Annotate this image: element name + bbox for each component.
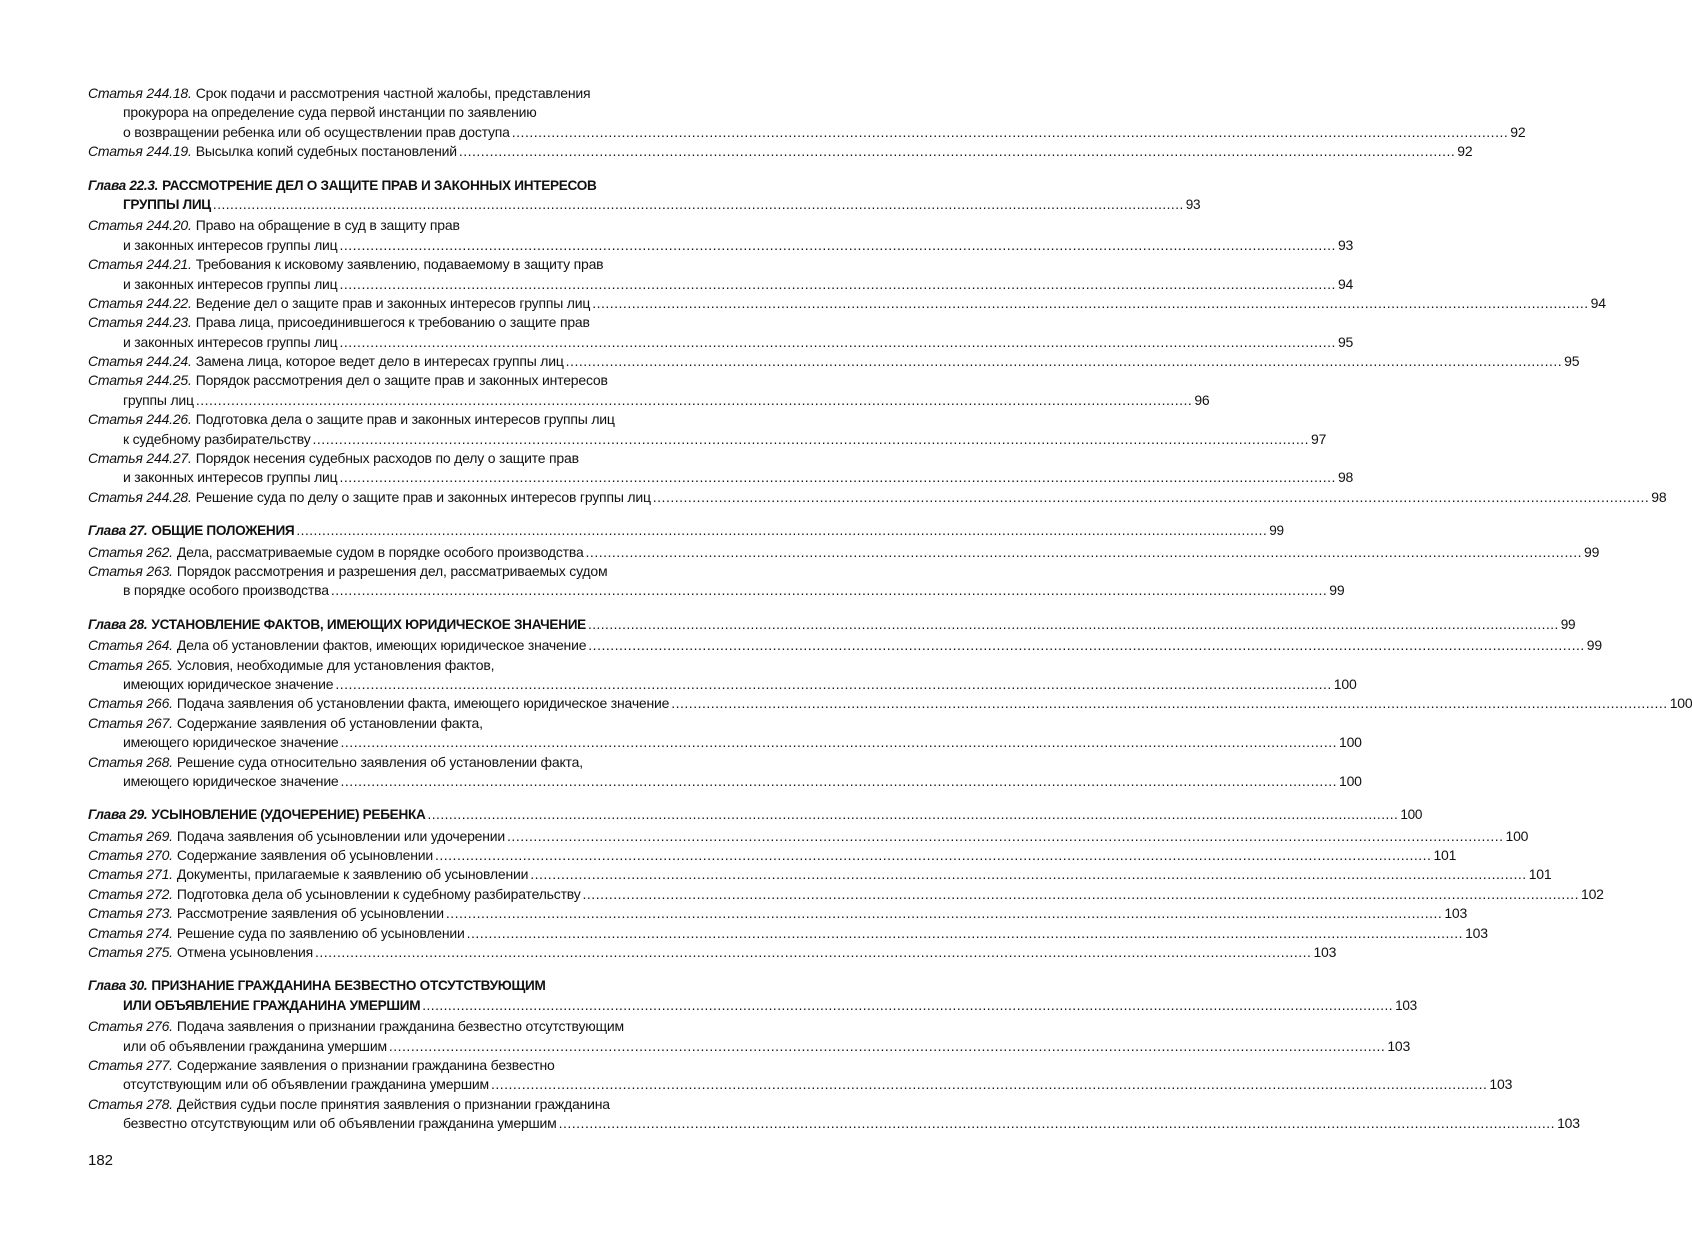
dot-leader [530, 865, 1526, 884]
page-ref: 100 [1338, 734, 1362, 751]
article-number: Статья 274. [88, 924, 173, 941]
page-ref: 103 [1444, 905, 1468, 922]
dot-leader [427, 805, 1398, 824]
article-title: Подготовка дела об усыновлении к судебному разбирательству [176, 885, 581, 902]
article-title: и законных интересов группы лиц [123, 333, 338, 350]
toc-line [88, 176, 710, 195]
toc-line [88, 694, 1692, 713]
toc-line [88, 84, 710, 103]
toc-line [88, 827, 1529, 846]
page-ref: 101 [1528, 866, 1552, 883]
toc-line [88, 753, 710, 772]
toc-entry [88, 904, 1468, 923]
article-title: отсутствующим или об объявлении гражданина умершим [123, 1076, 489, 1093]
toc-entry [88, 656, 1357, 695]
dot-leader [671, 694, 1667, 713]
page-number: 182 [88, 1152, 114, 1169]
chapter-number: Глава 22.3. [88, 177, 159, 193]
article-number: Статья 277. [88, 1056, 173, 1073]
page-ref: 99 [1584, 543, 1600, 560]
dot-leader [340, 468, 1336, 487]
toc-entry [88, 488, 1667, 507]
toc-entry [88, 885, 1604, 904]
article-number: Статья 244.28. [88, 488, 192, 505]
toc-entry [88, 943, 1337, 962]
article-number: Статья 267. [88, 714, 173, 731]
article-title: Подача заявления о признании гражданина безвестно отсутствующим [176, 1018, 624, 1035]
chapter-title: УСЫНОВЛЕНИЕ (УДОЧЕРЕНИЕ) РЕБЕНКА [151, 807, 426, 823]
chapter-number: Глава 28. [88, 616, 148, 632]
dot-leader [588, 615, 1559, 634]
dot-leader [435, 846, 1431, 865]
page-ref: 98 [1651, 488, 1667, 505]
article-number: Статья 264. [88, 637, 173, 654]
article-title: Решение суда по делу о защите прав и законных интересов группы лиц [195, 488, 651, 505]
toc-line [88, 865, 1552, 884]
toc-line [88, 195, 1201, 214]
article-title: Дела об установлении фактов, имеющих юридическое значение [176, 637, 587, 654]
article-number: Статья 244.22. [88, 294, 192, 311]
toc-entry [88, 352, 1580, 371]
dot-leader [559, 1114, 1555, 1133]
dot-leader [422, 996, 1393, 1015]
article-number: Статья 244.26. [88, 411, 192, 428]
toc-line [88, 733, 1362, 752]
toc-chapter [88, 976, 1417, 1015]
toc-entry [88, 313, 1354, 352]
dot-leader [315, 943, 1311, 962]
chapter-number: Глава 27. [88, 523, 148, 539]
article-number: Статья 276. [88, 1018, 173, 1035]
toc-line [88, 488, 1667, 507]
page-ref: 92 [1510, 123, 1526, 140]
article-title: Срок подачи и рассмотрения частной жалобы, представления [195, 85, 591, 101]
toc-entry [88, 827, 1529, 846]
article-title: Действия судьи после принятия заявления о признании гражданина [176, 1095, 610, 1112]
dot-leader [583, 885, 1579, 904]
article-number: Статья 244.23. [88, 314, 192, 331]
article-number: Статья 269. [88, 827, 173, 844]
toc-line [88, 468, 1354, 487]
page-ref: 103 [1313, 944, 1337, 961]
article-title: Замена лица, которое ведет дело в интересах группы лиц [195, 353, 564, 370]
page-ref: 94 [1337, 275, 1354, 292]
toc-line [88, 1037, 1411, 1056]
toc-line [88, 1114, 1580, 1133]
article-title: группы лиц [123, 391, 194, 408]
toc-entry [88, 84, 1526, 142]
toc-entry [88, 1095, 1580, 1134]
toc-line [88, 846, 1457, 865]
dot-leader [459, 142, 1455, 161]
page-ref: 103 [1395, 997, 1417, 1013]
page-ref: 97 [1310, 430, 1327, 447]
toc-entry [88, 865, 1552, 884]
page-ref: 103 [1387, 1037, 1411, 1054]
article-title: Ведение дел о защите прав и законных интересов группы лиц [195, 294, 591, 311]
article-number: Статья 278. [88, 1095, 173, 1112]
page-ref: 98 [1337, 469, 1354, 486]
article-title: и законных интересов группы лиц [123, 275, 338, 292]
toc-line [88, 1056, 710, 1075]
chapter-title: ОБЩИЕ ПОЛОЖЕНИЯ [151, 523, 295, 539]
toc-line [88, 333, 1354, 352]
article-title: Рассмотрение заявления об усыновлении [176, 905, 444, 922]
article-title: и законных интересов группы лиц [123, 469, 338, 486]
dot-leader [512, 123, 1508, 142]
dot-leader [313, 430, 1309, 449]
article-title: или об объявлении гражданина умершим [123, 1037, 387, 1054]
toc-line [88, 255, 710, 274]
article-title: Отмена усыновления [176, 944, 313, 961]
article-title: Требования к исковому заявлению, подаваемому в защиту прав [195, 256, 604, 273]
chapter-title: РАССМОТРЕНИЕ ДЕЛ О ЗАЩИТЕ ПРАВ И ЗАКОННЫХ ИНТЕРЕСОВ [162, 177, 597, 193]
toc-line [88, 885, 1604, 904]
toc-chapter [88, 521, 1284, 540]
toc-line [88, 236, 1354, 255]
page-ref: 100 [1400, 807, 1423, 823]
article-title: имеющего юридическое значение [123, 734, 339, 751]
toc-line [88, 581, 1345, 600]
article-number: Статья 272. [88, 885, 173, 902]
dot-leader [389, 1037, 1385, 1056]
toc-line [88, 142, 1473, 161]
toc-line [88, 521, 1284, 540]
article-title: имеющих юридическое значение [123, 675, 334, 692]
page-ref: 103 [1465, 924, 1488, 941]
toc-entry [88, 846, 1457, 865]
toc-entry [88, 216, 1354, 255]
toc-chapter [88, 176, 1201, 215]
toc-line [88, 615, 1576, 634]
article-title: Подача заявления об установлении факта, имеющего юридическое значение [176, 695, 670, 712]
toc-line [88, 449, 710, 468]
article-title: Высылка копий судебных постановлений [195, 143, 457, 160]
article-title: Решение суда относительно заявления об установлении факта, [176, 753, 583, 770]
toc-line [88, 1017, 710, 1036]
chapter-title: УСТАНОВЛЕНИЕ ФАКТОВ, ИМЕЮЩИХ ЮРИДИЧЕСКОЕ ЗНАЧЕНИЕ [151, 616, 586, 632]
dot-leader [341, 733, 1337, 752]
toc-entry [88, 255, 1354, 294]
toc-line [88, 996, 1417, 1015]
toc-line [88, 714, 710, 733]
page-ref: 100 [1505, 827, 1529, 844]
article-title: Дела, рассматриваемые судом в порядке особого производства [176, 543, 584, 560]
toc-entry [88, 294, 1606, 313]
dot-leader [213, 195, 1184, 214]
toc-line [88, 216, 710, 235]
chapter-title: ИЛИ ОБЪЯВЛЕНИЕ ГРАЖДАНИНА УМЕРШИМ [123, 997, 421, 1013]
article-number: Статья 270. [88, 847, 173, 864]
dot-leader [507, 827, 1503, 846]
article-title: Права лица, присоединившегося к требованию о защите прав [195, 314, 590, 331]
article-number: Статья 262. [88, 543, 173, 560]
article-number: Статья 268. [88, 753, 173, 770]
page-ref: 103 [1489, 1076, 1513, 1093]
article-title: Подача заявления об усыновлении или удочерении [176, 827, 506, 844]
page-ref: 100 [1669, 695, 1692, 712]
dot-leader [592, 294, 1588, 313]
page-ref: 95 [1337, 333, 1354, 350]
article-title: Порядок несения судебных расходов по делу о защите прав [195, 450, 579, 467]
toc-entry [88, 449, 1354, 488]
table-of-contents [88, 84, 1692, 1134]
toc-line [88, 123, 1526, 142]
page-ref: 96 [1194, 391, 1210, 408]
toc-line [88, 294, 1606, 313]
toc-entry [88, 636, 1602, 655]
toc-entry [88, 410, 1327, 449]
toc-entry [88, 714, 1362, 753]
toc-line [88, 562, 710, 581]
article-number: Статья 275. [88, 944, 173, 961]
page-ref: 99 [1329, 582, 1345, 599]
dot-leader [340, 236, 1336, 255]
dot-leader [566, 352, 1562, 371]
toc-entry [88, 694, 1692, 713]
page-ref: 99 [1269, 523, 1284, 539]
toc-line [88, 772, 1362, 791]
toc-line [88, 430, 1327, 449]
article-title: Условия, необходимые для установления фактов, [176, 656, 495, 673]
toc-entry [88, 924, 1488, 943]
dot-leader [491, 1075, 1487, 1094]
article-number: Статья 244.27. [88, 450, 192, 467]
toc-entry [88, 543, 1600, 562]
article-number: Статья 244.24. [88, 353, 192, 370]
page-ref: 101 [1433, 847, 1457, 864]
article-number: Статья 244.20. [88, 217, 192, 234]
toc-line [88, 904, 1468, 923]
toc-entry [88, 371, 1210, 410]
page-ref: 99 [1560, 616, 1576, 632]
toc-line [88, 1095, 710, 1114]
article-title: Порядок рассмотрения дел о защите прав и законных интересов [195, 372, 608, 389]
article-title: имеющего юридическое значение [123, 772, 339, 789]
dot-leader [335, 675, 1331, 694]
article-title: и законных интересов группы лиц [123, 236, 338, 253]
dot-leader [653, 488, 1649, 507]
article-number: Статья 244.19. [88, 143, 192, 160]
page-ref: 92 [1457, 143, 1473, 160]
dot-leader [586, 543, 1582, 562]
article-title: Содержание заявления о признании гражданина безвестно [176, 1056, 555, 1073]
toc-line [88, 352, 1580, 371]
dot-leader [467, 924, 1463, 943]
toc-line [88, 313, 710, 332]
article-title: к судебному разбирательству [123, 430, 311, 447]
toc-entry [88, 1017, 1411, 1056]
dot-leader [341, 772, 1337, 791]
article-title: Право на обращение в суд в защиту прав [195, 217, 460, 234]
toc-line [88, 275, 1354, 294]
chapter-title: ГРУППЫ ЛИЦ [123, 196, 211, 212]
article-title: Порядок рассмотрения и разрешения дел, рассматриваемых судом [176, 562, 608, 579]
toc-line [88, 656, 710, 675]
article-number: Статья 273. [88, 905, 173, 922]
article-title: Содержание заявления об усыновлении [176, 847, 433, 864]
dot-leader [446, 904, 1442, 923]
article-title: безвестно отсутствующим или об объявлении гражданина умершим [123, 1115, 557, 1132]
page-ref: 102 [1580, 885, 1604, 902]
toc-line [88, 943, 1337, 962]
page-ref: 99 [1586, 637, 1602, 654]
article-number: Статья 271. [88, 866, 173, 883]
article-number: Статья 244.25. [88, 372, 192, 389]
toc-line [88, 675, 1357, 694]
dot-leader [340, 333, 1336, 352]
article-number: Статья 244.18. [88, 85, 192, 101]
page-ref: 100 [1333, 675, 1357, 692]
article-title: в порядке особого производства [123, 582, 329, 599]
page-ref: 100 [1338, 772, 1362, 789]
article-number: Статья 265. [88, 656, 173, 673]
toc-entry [88, 1056, 1513, 1095]
article-title: Содержание заявления об установлении факта, [176, 714, 483, 731]
toc-line [88, 371, 710, 390]
toc-chapter [88, 615, 1576, 634]
toc-line [88, 805, 1423, 824]
toc-line [88, 410, 710, 429]
dot-leader [588, 636, 1584, 655]
chapter-number: Глава 29. [88, 807, 148, 823]
toc-line [88, 1075, 1513, 1094]
toc-line [88, 636, 1602, 655]
page-ref: 103 [1557, 1115, 1580, 1132]
article-title: Подготовка дела о защите прав и законных интересов группы лиц [195, 411, 615, 428]
toc-chapter [88, 805, 1423, 824]
toc-line [88, 924, 1488, 943]
page-ref: 93 [1337, 236, 1354, 253]
page-ref: 94 [1590, 294, 1606, 311]
dot-leader [340, 275, 1336, 294]
toc-line [88, 103, 710, 122]
page-ref: 93 [1185, 196, 1201, 212]
chapter-title: ПРИЗНАНИЕ ГРАЖДАНИНА БЕЗВЕСТНО ОТСУТСТВУЮЩИМ [151, 978, 546, 994]
toc-entry [88, 142, 1473, 161]
article-title: о возвращении ребенка или об осуществлении прав доступа [123, 123, 510, 140]
toc-entry [88, 753, 1362, 792]
toc-line [88, 543, 1600, 562]
dot-leader [296, 521, 1267, 540]
article-title: прокурора на определение суда первой инстанции по заявлению [123, 104, 537, 121]
article-number: Статья 244.21. [88, 256, 192, 273]
dot-leader [331, 581, 1327, 600]
article-title: Решение суда по заявлению об усыновлении [176, 924, 465, 941]
article-number: Статья 263. [88, 562, 173, 579]
toc-line [88, 391, 1210, 410]
dot-leader [196, 391, 1192, 410]
chapter-number: Глава 30. [88, 978, 148, 994]
page-ref: 95 [1564, 353, 1580, 370]
article-number: Статья 266. [88, 695, 173, 712]
toc-entry [88, 562, 1345, 601]
toc-line [88, 976, 710, 995]
article-title: Документы, прилагаемые к заявлению об усыновлении [176, 866, 529, 883]
